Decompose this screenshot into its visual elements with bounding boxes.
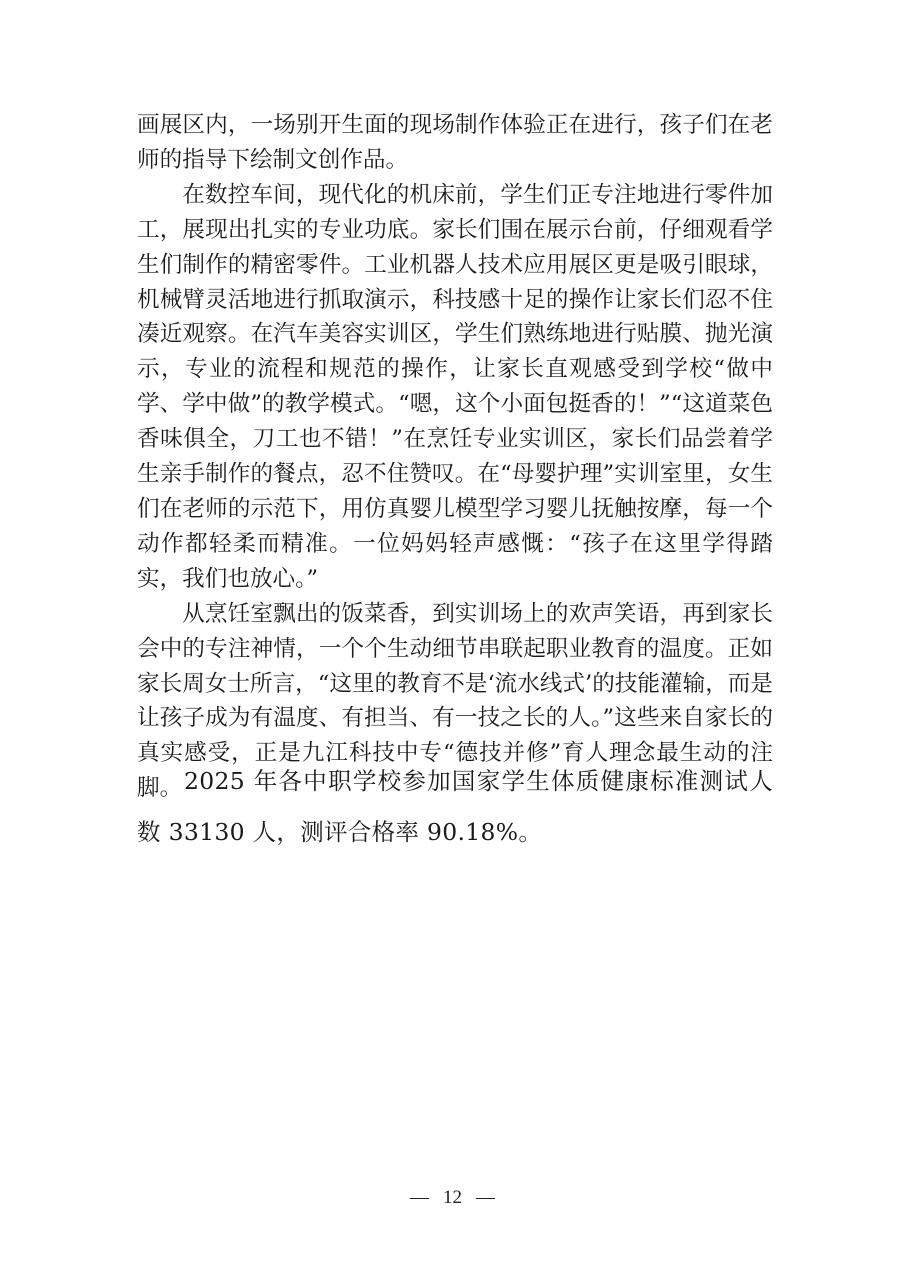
- article-body: [137, 108, 773, 806]
- statistic-block: [137, 756, 773, 858]
- footer-dash-left: —: [410, 1187, 429, 1208]
- page-number: 12: [443, 1187, 462, 1208]
- statistic-paragraph: 2025 年各中职学校参加国家学生体质健康标准测试人数 33130 人，测评合格率 90.18%。: [137, 767, 773, 846]
- page-footer: [0, 1184, 905, 1212]
- paragraph-continuation: 画展区内，一场别开生面的现场制作体验正在进行，孩子们在老师的指导下绘制文创作品。: [137, 112, 773, 173]
- paragraph-conclusion: 从烹饪室飘出的饭菜香，到实训场上的欢声笑语，再到家长会中的专注神情，一个个生动细节串联起职业教育的温度。正如家长周女士所言，“这里的教育不是‘流水线式’的技能灌输，而是让孩子成为有温度、有担当、有一技之长的人。”这些来自家长的真实感受，正是九江科技中专“德技并修”育人理念最生动的注脚。: [137, 600, 773, 802]
- footer-dash-right: —: [476, 1187, 495, 1208]
- paragraph-workshop-exhibits: 在数控车间，现代化的机床前，学生们正专注地进行零件加工，展现出扎实的专业功底。家长们围在展示台前，仔细观看学生们制作的精密零件。工业机器人技术应用展区更是吸引眼球，机械臂灵活地进行抓取演示，科技感十足的操作让家长们忍不住凑近观察。在汽车美容实训区，学生们熟练地进行贴膜、抛光演示，专业的流程和规范的操作，让家长直观感受到学校“做中学、学中做”的教学模式。“嗯，这个小面包挺香的！”“这道菜色香味俱全，刀工也不错！”在烹饪专业实训区，家长们品尝着学生亲手制作的餐点，忍不住赞叹。在“母婴护理”实训室里，女生们在老师的示范下，用仿真婴儿模型学习婴儿抚触按摩，每一个动作都轻柔而精准。一位妈妈轻声感慨：“孩子在这里学得踏实，我们也放心。”: [137, 181, 773, 592]
